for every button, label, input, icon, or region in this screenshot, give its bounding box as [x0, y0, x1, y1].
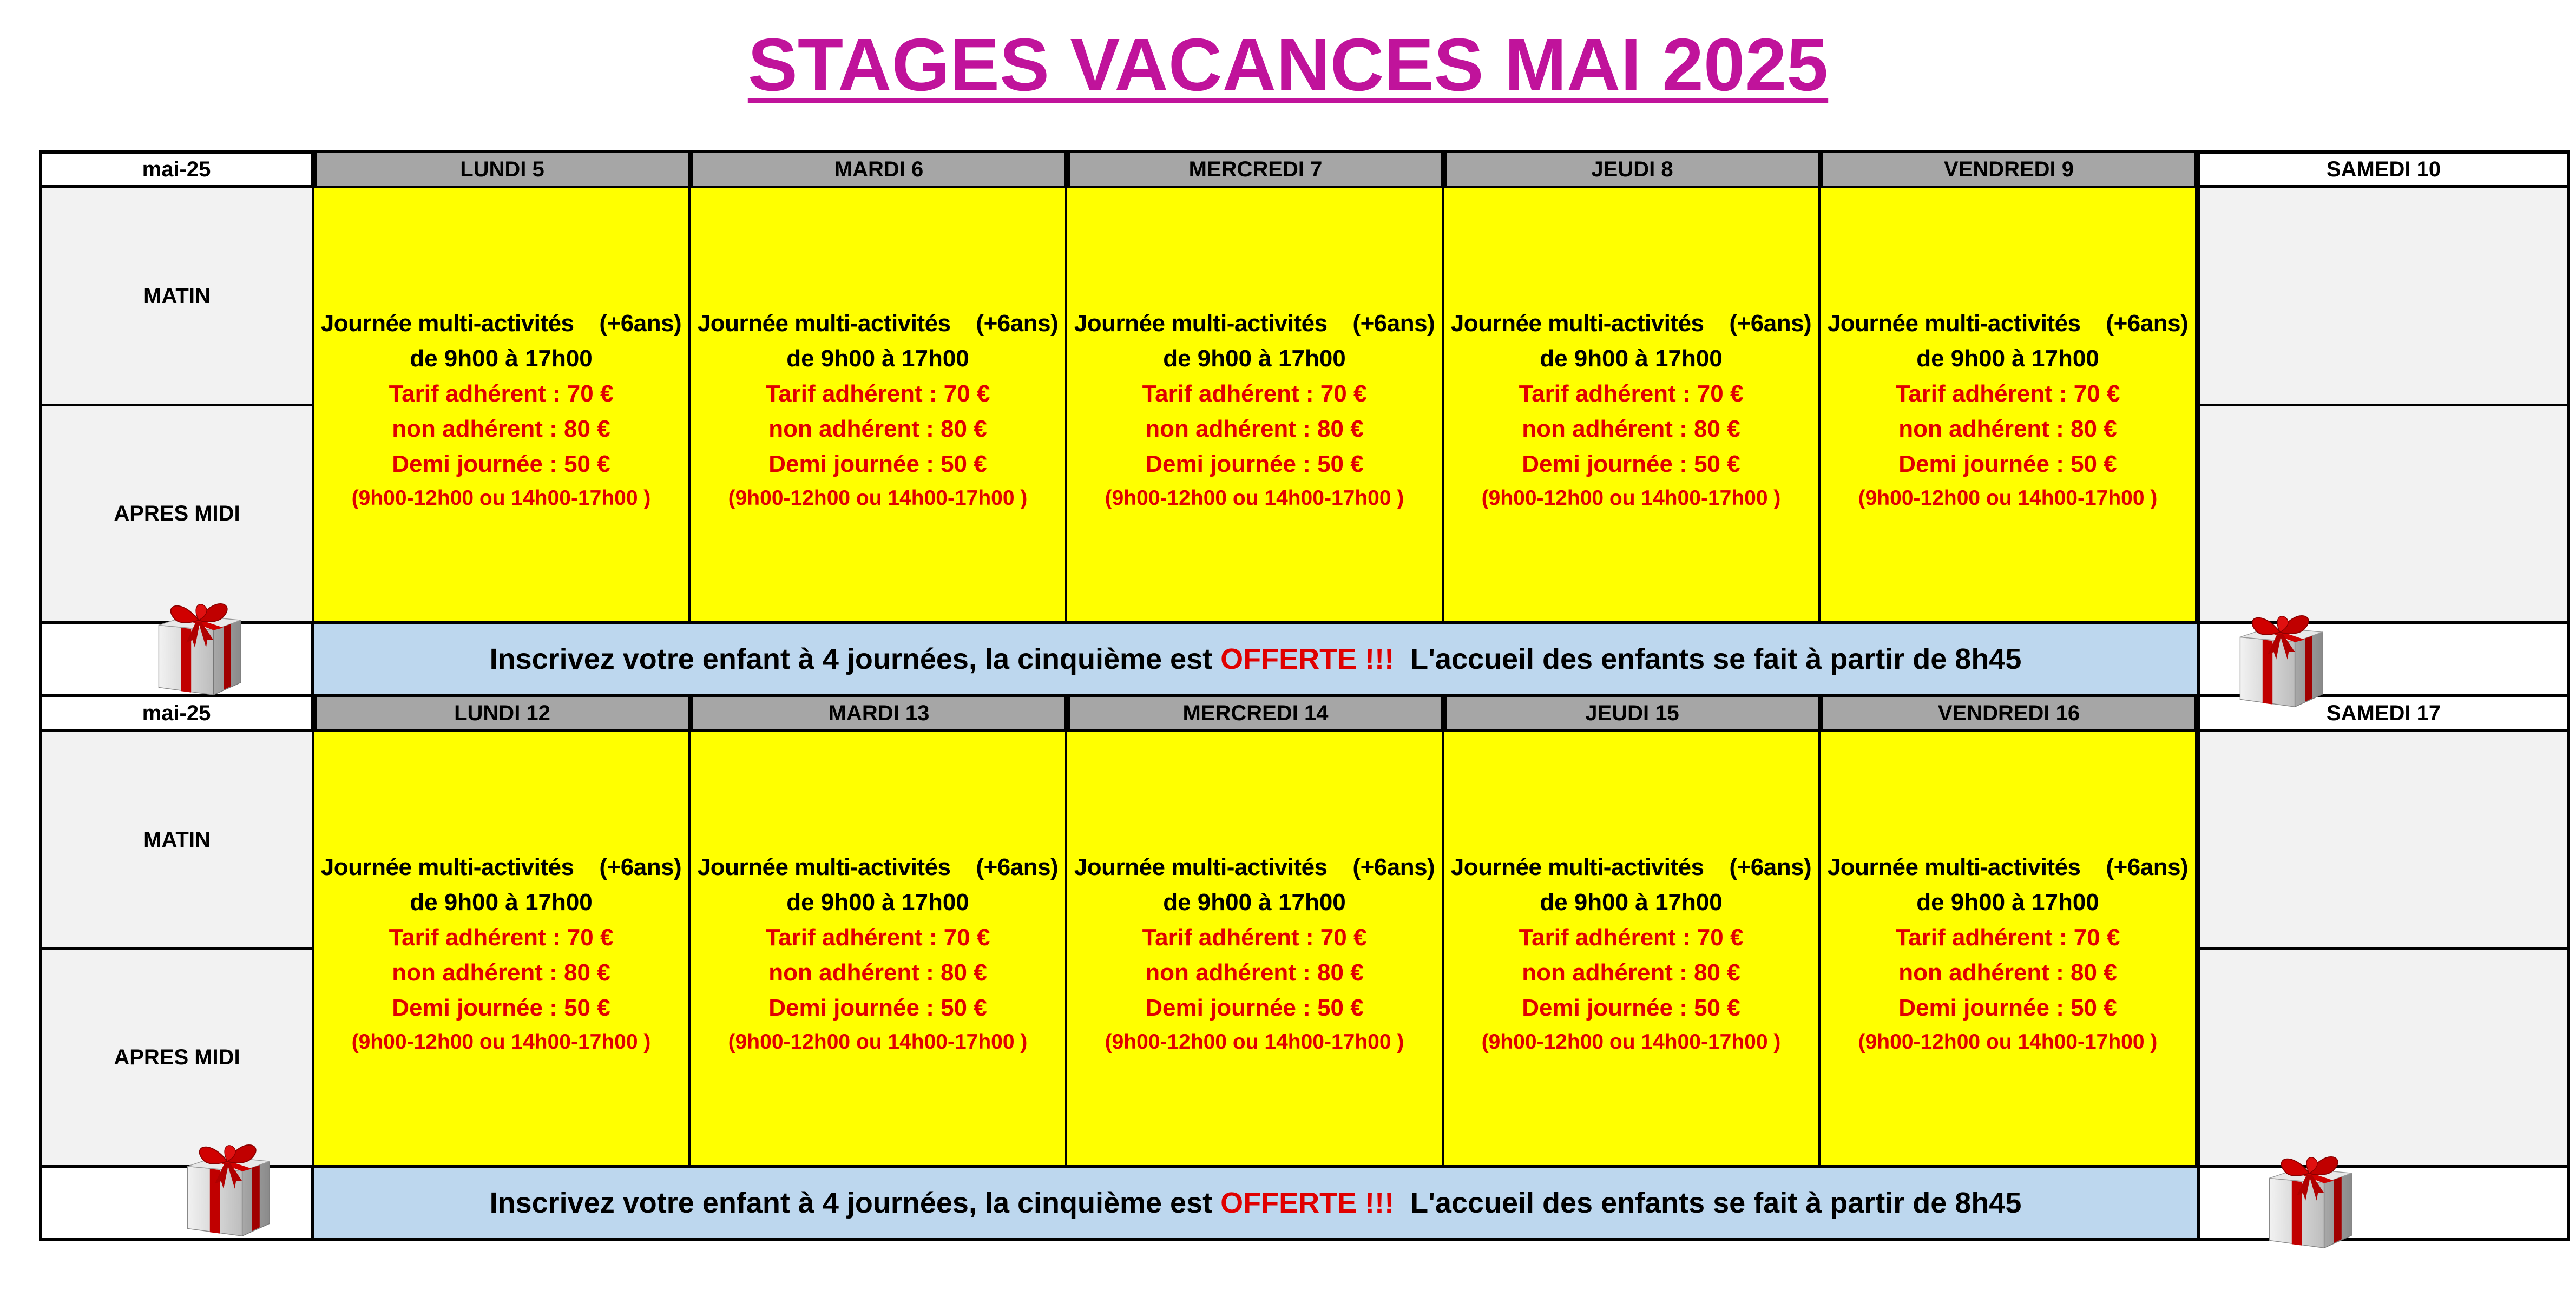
- activity-details: [1821, 188, 2195, 621]
- session-label-column: [39, 732, 314, 1165]
- activity-details: [314, 188, 688, 621]
- day-header-cell: [691, 694, 1067, 732]
- non-member-rate: non adhérent : 80 €: [1898, 415, 2117, 442]
- non-member-rate: non adhérent : 80 €: [392, 959, 610, 986]
- session-label-column: [39, 188, 314, 621]
- morning-label-cell: [42, 732, 312, 947]
- activity-title: Journée multi-activités (+6ans): [320, 853, 682, 880]
- activity-cell: [691, 732, 1067, 1165]
- activity-cell: [1821, 188, 2197, 621]
- activity-cell: [1444, 188, 1821, 621]
- non-member-rate: non adhérent : 80 €: [392, 415, 610, 442]
- activity-hours: de 9h00 à 17h00: [786, 345, 969, 372]
- activity-details: [691, 732, 1065, 1165]
- activity-cell: [1067, 188, 1444, 621]
- day-header-cell: [1821, 150, 2197, 188]
- promo-text-part1: Inscrivez votre enfant à 4 journées, la cinquième est: [489, 1187, 1221, 1219]
- activity-hours: de 9h00 à 17h00: [410, 888, 593, 916]
- morning-label: MATIN: [143, 284, 211, 308]
- week-block: [39, 150, 2570, 697]
- month-header-cell: [39, 150, 314, 188]
- activity-hours: de 9h00 à 17h00: [1540, 345, 1723, 372]
- saturday-column: [2197, 732, 2570, 1165]
- gift-box-icon: [2218, 590, 2342, 714]
- member-rate: Tarif adhérent : 70 €: [765, 380, 990, 407]
- non-member-rate: non adhérent : 80 €: [1145, 959, 1364, 986]
- non-member-rate: non adhérent : 80 €: [1522, 415, 1740, 442]
- promo-banner: [314, 621, 2197, 697]
- activity-title: Journée multi-activités (+6ans): [1827, 310, 2189, 337]
- saturday-header-label: SAMEDI 10: [2326, 157, 2441, 181]
- activity-details: [1821, 732, 2195, 1165]
- activity-details: [1067, 188, 1442, 621]
- half-day-rate: Demi journée : 50 €: [1145, 450, 1364, 477]
- day-header-cell: [1067, 150, 1444, 188]
- gift-box-icon: [136, 578, 261, 702]
- month-label: mai-25: [142, 701, 211, 725]
- half-day-rate: Demi journée : 50 €: [392, 994, 610, 1021]
- half-day-rate: Demi journée : 50 €: [768, 450, 987, 477]
- day-header-label: LUNDI 12: [454, 701, 550, 725]
- activity-title: Journée multi-activités (+6ans): [320, 310, 682, 337]
- member-rate: Tarif adhérent : 70 €: [1519, 380, 1744, 407]
- promo-offer-highlight: OFFERTE !!!: [1220, 643, 1395, 675]
- half-day-hours: (9h00-12h00 ou 14h00-17h00 ): [1858, 1030, 2158, 1054]
- member-rate: Tarif adhérent : 70 €: [1895, 380, 2120, 407]
- activity-cell: [691, 188, 1067, 621]
- activity-hours: de 9h00 à 17h00: [1163, 345, 1346, 372]
- promo-banner: [314, 1165, 2197, 1241]
- promo-text: [314, 624, 2197, 694]
- day-header-label: VENDREDI 9: [1943, 157, 2074, 181]
- half-day-hours: (9h00-12h00 ou 14h00-17h00 ): [728, 486, 1028, 510]
- day-header-label: MERCREDI 7: [1188, 157, 1323, 181]
- member-rate: Tarif adhérent : 70 €: [389, 380, 614, 407]
- activity-hours: de 9h00 à 17h00: [1540, 888, 1723, 916]
- row-divider: [2200, 404, 2567, 406]
- month-label: mai-25: [142, 157, 211, 181]
- half-day-hours: (9h00-12h00 ou 14h00-17h00 ): [1481, 486, 1781, 510]
- member-rate: Tarif adhérent : 70 €: [389, 924, 614, 951]
- day-header-cell: [314, 150, 691, 188]
- afternoon-label: APRES MIDI: [114, 1045, 240, 1069]
- half-day-hours: (9h00-12h00 ou 14h00-17h00 ): [1858, 486, 2158, 510]
- promo-text: [314, 1168, 2197, 1238]
- day-header-cell: [691, 150, 1067, 188]
- gift-box-icon: [2247, 1131, 2371, 1255]
- half-day-hours: (9h00-12h00 ou 14h00-17h00 ): [1105, 486, 1404, 510]
- activity-details: [1444, 732, 1818, 1165]
- half-day-hours: (9h00-12h00 ou 14h00-17h00 ): [1481, 1030, 1781, 1054]
- activity-cell: [314, 188, 691, 621]
- week-block: [39, 694, 2570, 1241]
- saturday-header-label: SAMEDI 17: [2326, 701, 2441, 725]
- day-header-cell: [1067, 694, 1444, 732]
- activity-hours: de 9h00 à 17h00: [1916, 345, 2099, 372]
- day-header-label: JEUDI 8: [1591, 157, 1673, 181]
- half-day-hours: (9h00-12h00 ou 14h00-17h00 ): [728, 1030, 1028, 1054]
- promo-text-part2: L'accueil des enfants se fait à partir de 8h45: [1394, 1187, 2022, 1219]
- non-member-rate: non adhérent : 80 €: [768, 415, 987, 442]
- activity-title: Journée multi-activités (+6ans): [1450, 853, 1812, 880]
- activity-title: Journée multi-activités (+6ans): [697, 310, 1059, 337]
- row-divider: [2200, 947, 2567, 950]
- activity-details: [314, 732, 688, 1165]
- half-day-rate: Demi journée : 50 €: [1898, 994, 2117, 1021]
- day-header-cell: [1444, 694, 1821, 732]
- half-day-rate: Demi journée : 50 €: [392, 450, 610, 477]
- half-day-rate: Demi journée : 50 €: [1898, 450, 2117, 477]
- day-header-cell: [1821, 694, 2197, 732]
- non-member-rate: non adhérent : 80 €: [1522, 959, 1740, 986]
- activity-details: [691, 188, 1065, 621]
- non-member-rate: non adhérent : 80 €: [1898, 959, 2117, 986]
- member-rate: Tarif adhérent : 70 €: [1142, 924, 1367, 951]
- page-title: STAGES VACANCES MAI 2025: [747, 23, 1829, 107]
- half-day-hours: (9h00-12h00 ou 14h00-17h00 ): [351, 1030, 651, 1054]
- half-day-rate: Demi journée : 50 €: [1522, 994, 1740, 1021]
- half-day-rate: Demi journée : 50 €: [1145, 994, 1364, 1021]
- morning-label: MATIN: [143, 827, 211, 852]
- member-rate: Tarif adhérent : 70 €: [1895, 924, 2120, 951]
- saturday-column: [2197, 188, 2570, 621]
- activity-hours: de 9h00 à 17h00: [410, 345, 593, 372]
- half-day-rate: Demi journée : 50 €: [768, 994, 987, 1021]
- promo-text-part1: Inscrivez votre enfant à 4 journées, la cinquième est: [489, 643, 1221, 675]
- day-header-label: VENDREDI 16: [1937, 701, 2080, 725]
- non-member-rate: non adhérent : 80 €: [768, 959, 987, 986]
- activity-cell: [314, 732, 691, 1165]
- afternoon-label: APRES MIDI: [114, 501, 240, 525]
- member-rate: Tarif adhérent : 70 €: [765, 924, 990, 951]
- activity-cell: [1444, 732, 1821, 1165]
- half-day-hours: (9h00-12h00 ou 14h00-17h00 ): [351, 486, 651, 510]
- day-header-label: JEUDI 15: [1585, 701, 1679, 725]
- activity-title: Journée multi-activités (+6ans): [1450, 310, 1812, 337]
- activity-title: Journée multi-activités (+6ans): [1827, 853, 2189, 880]
- half-day-hours: (9h00-12h00 ou 14h00-17h00 ): [1105, 1030, 1404, 1054]
- day-header-label: MARDI 13: [828, 701, 930, 725]
- day-header-label: MERCREDI 14: [1182, 701, 1329, 725]
- day-header-cell: [314, 694, 691, 732]
- activity-title: Journée multi-activités (+6ans): [1074, 310, 1435, 337]
- promo-offer-highlight: OFFERTE !!!: [1220, 1187, 1395, 1219]
- saturday-header-cell: [2197, 150, 2570, 188]
- activity-cell: [1067, 732, 1444, 1165]
- activity-details: [1444, 188, 1818, 621]
- activity-hours: de 9h00 à 17h00: [1916, 888, 2099, 916]
- gift-box-icon: [165, 1119, 290, 1243]
- day-header-label: LUNDI 5: [460, 157, 544, 181]
- activity-details: [1067, 732, 1442, 1165]
- day-header-cell: [1444, 150, 1821, 188]
- member-rate: Tarif adhérent : 70 €: [1519, 924, 1744, 951]
- activity-hours: de 9h00 à 17h00: [1163, 888, 1346, 916]
- day-header-label: MARDI 6: [834, 157, 924, 181]
- promo-text-part2: L'accueil des enfants se fait à partir de 8h45: [1394, 643, 2022, 675]
- activity-title: Journée multi-activités (+6ans): [1074, 853, 1435, 880]
- activity-cell: [1821, 732, 2197, 1165]
- activity-hours: de 9h00 à 17h00: [786, 888, 969, 916]
- non-member-rate: non adhérent : 80 €: [1145, 415, 1364, 442]
- activity-title: Journée multi-activités (+6ans): [697, 853, 1059, 880]
- member-rate: Tarif adhérent : 70 €: [1142, 380, 1367, 407]
- morning-label-cell: [42, 188, 312, 404]
- half-day-rate: Demi journée : 50 €: [1522, 450, 1740, 477]
